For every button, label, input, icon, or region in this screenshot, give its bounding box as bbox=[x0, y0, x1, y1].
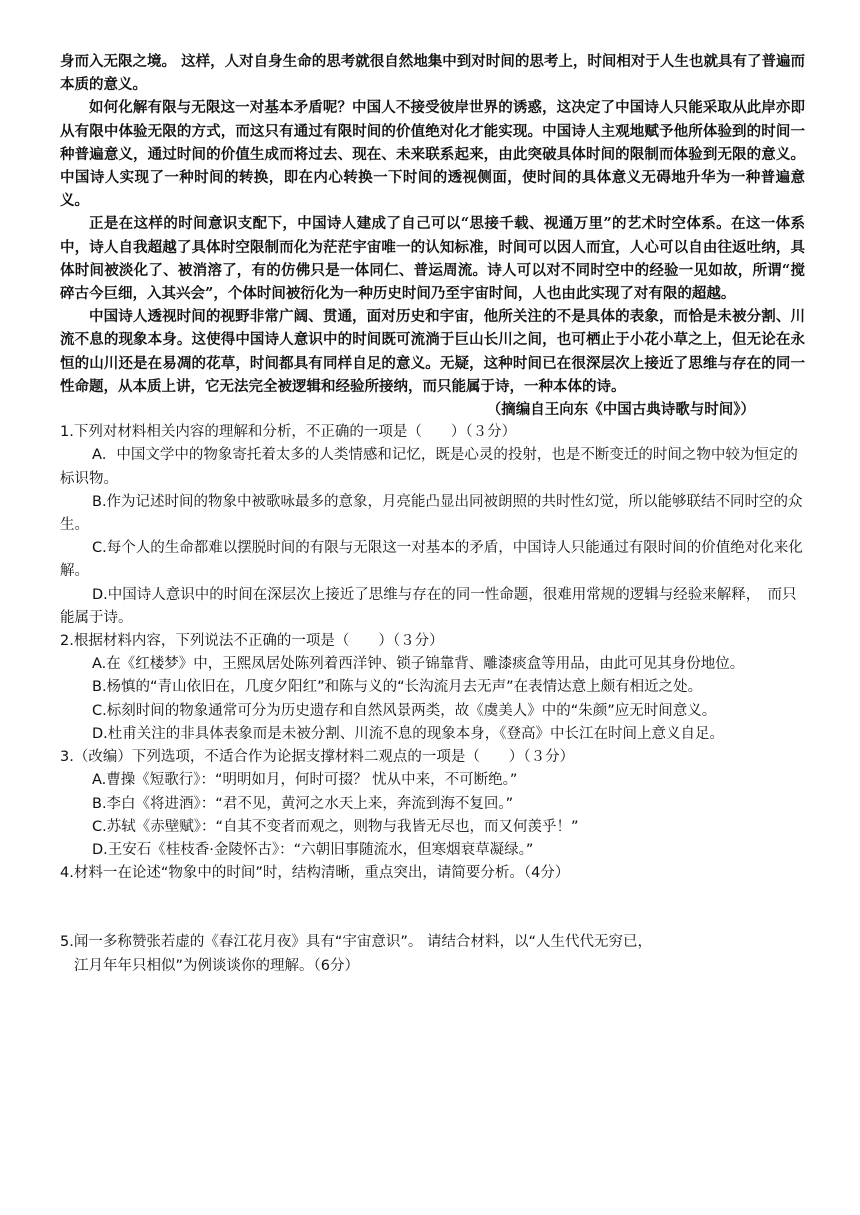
question-list bbox=[60, 421, 805, 977]
question-5 bbox=[60, 931, 805, 977]
passage-source: （摘编自王向东《中国古典诗歌与时间》） bbox=[486, 401, 755, 419]
question-5-stem-line-1: 5.闻一多称赞张若虚的《春江花月夜》具有“宇宙意识”。 请结合材料，以“人生代代无穷已， bbox=[60, 934, 652, 951]
question-1-stem: 1.下列对材料相关内容的理解和分析，不正确的一项是（ ）（３分） bbox=[60, 424, 517, 441]
passage-paragraph-1: 如何化解有限与无限这一对基本矛盾呢？中国人不接受彼岸世界的诱惑，这决定了中国诗人只能采取从此岸亦即从有限中体验无限的方式，而这只有通过有限时间的价值绝对化才能实现。中国诗人主观地赋予他所体验到的时间一种普遍意义，通过时间的价值生成而将过去、现在、未来联系起来，由此突破具体时间的限制而体验到无限的意义。中国诗人实现了一种时间的转换，即在内心转换一下时间的透视侧面，使时间的具体意义无碍地升华为一种普遍意义。 bbox=[60, 99, 805, 210]
question-3-option-a: A.曹操《短歌行》：“明明如月，何时可掇？ 忧从中来，不可断绝。” bbox=[92, 772, 518, 789]
question-2-option-b: B.杨慎的“青山依旧在，几度夕阳红”和陈与义的“长沟流月去无声”在表情达意上颇有相近之处。 bbox=[92, 679, 703, 696]
passage-paragraph-2: 正是在这样的时间意识支配下，中国诗人建成了自己可以“思接千载、视通万里”的艺术时空体系。在这一体系中，诗人自我超越了具体时空限制而化为茫茫宇宙唯一的认知标准，时间可以因人而宜，人心可以自由往返吐纳，具体时间被淡化了、被消溶了，有的仿佛只是一体同仁、普运周流。诗人可以对不同时空中的经验一见如故，所谓“搅碎古今巨细，入其兴会”，个体时间被衍化为一种历史时间乃至宇宙时间，人也由此实现了对有限的超越。 bbox=[60, 215, 805, 303]
question-1-option-a: A．中国文学中的物象寄托着太多的人类情感和记忆，既是心灵的投射，也是不断变迁的时间之物中较为恒定的标识物。 bbox=[60, 447, 798, 487]
answer-space bbox=[60, 885, 805, 931]
passage-paragraph-0: 身而入无限之境。 这样，人对自身生命的思考就很自然地集中到对时间的思考上，时间相对于人生也就具有了普遍而本质的意义。 bbox=[60, 53, 805, 94]
question-1-option-b: B.作为记述时间的物象中被歌咏最多的意象，月亮能凸显出同被朗照的共时性幻觉，所以能够联结不同时空的众生。 bbox=[60, 493, 803, 534]
question-1 bbox=[60, 421, 805, 630]
question-1-option-c: C.每个人的生命都难以摆脱时间的有限与无限这一对基本的矛盾，中国诗人只能通过有限时间的价值绝对化来化解。 bbox=[60, 540, 803, 580]
question-3-option-d: D.王安石《桂枝香·金陵怀古》：“六朝旧事随流水，但寒烟衰草凝绿。” bbox=[92, 841, 534, 858]
question-4 bbox=[60, 862, 805, 885]
reading-passage bbox=[60, 50, 805, 398]
question-3 bbox=[60, 746, 805, 862]
question-2-stem: 2.根据材料内容，下列说法不正确的一项是（ ）（３分） bbox=[60, 633, 444, 650]
passage-paragraph-3: 中国诗人透视时间的视野非常广阔、贯通，面对历史和宇宙，他所关注的不是具体的表象，而恰是未被分割、川流不息的现象本身。这使得中国诗人意识中的时间既可流淌于巨山长川之间，也可栖止于小花小草之上，但无论在永恒的山川还是在易凋的花草，时间都具有同样自足的意义。无疑，这种时间已在很深层次上接近了思维与存在的同一性命题，从本质上讲，它无法完全被逻辑和经验所接纳，而只能属于诗，一种本体的诗。 bbox=[60, 308, 805, 395]
question-5-stem-line-2: 江月年年只相似”为例谈谈你的理解。（6分） bbox=[74, 957, 359, 974]
question-2-option-a: A.在《红楼梦》中，王熙凤居处陈列着西洋钟、锁子锦靠背、雕漆痰盒等用品，由此可见其身份地位。 bbox=[92, 656, 745, 673]
question-2-option-d: D.杜甫关注的非具体表象而是未被分割、川流不息的现象本身，《登高》中长江在时间上意义自足。 bbox=[92, 725, 725, 742]
question-1-option-d: D.中国诗人意识中的时间在深层次上接近了思维与存在的同一性命题，很难用常规的逻辑与经验来解释， 而只能属于诗。 bbox=[60, 586, 797, 626]
question-3-stem: 3.（改编）下列选项，不适合作为论据支撑材料二观点的一项是（ ）（３分） bbox=[60, 749, 575, 766]
question-4-stem: 4.材料一在论述“物象中的时间”时，结构清晰，重点突出，请简要分析。（4分） bbox=[60, 865, 570, 882]
exam-page bbox=[60, 50, 805, 978]
question-3-option-c: C.苏轼《赤壁赋》：“自其不变者而观之，则物与我皆无尽也，而又何羡乎！” bbox=[92, 818, 579, 835]
question-2 bbox=[60, 630, 805, 746]
question-2-option-c: C.标刻时间的物象通常可分为历史遗存和自然风景两类，故《虞美人》中的“朱颜”应无时间意义。 bbox=[92, 702, 717, 719]
question-3-option-b: B.李白《将进酒》：“君不见，黄河之水天上来，奔流到海不复回。” bbox=[92, 795, 514, 812]
